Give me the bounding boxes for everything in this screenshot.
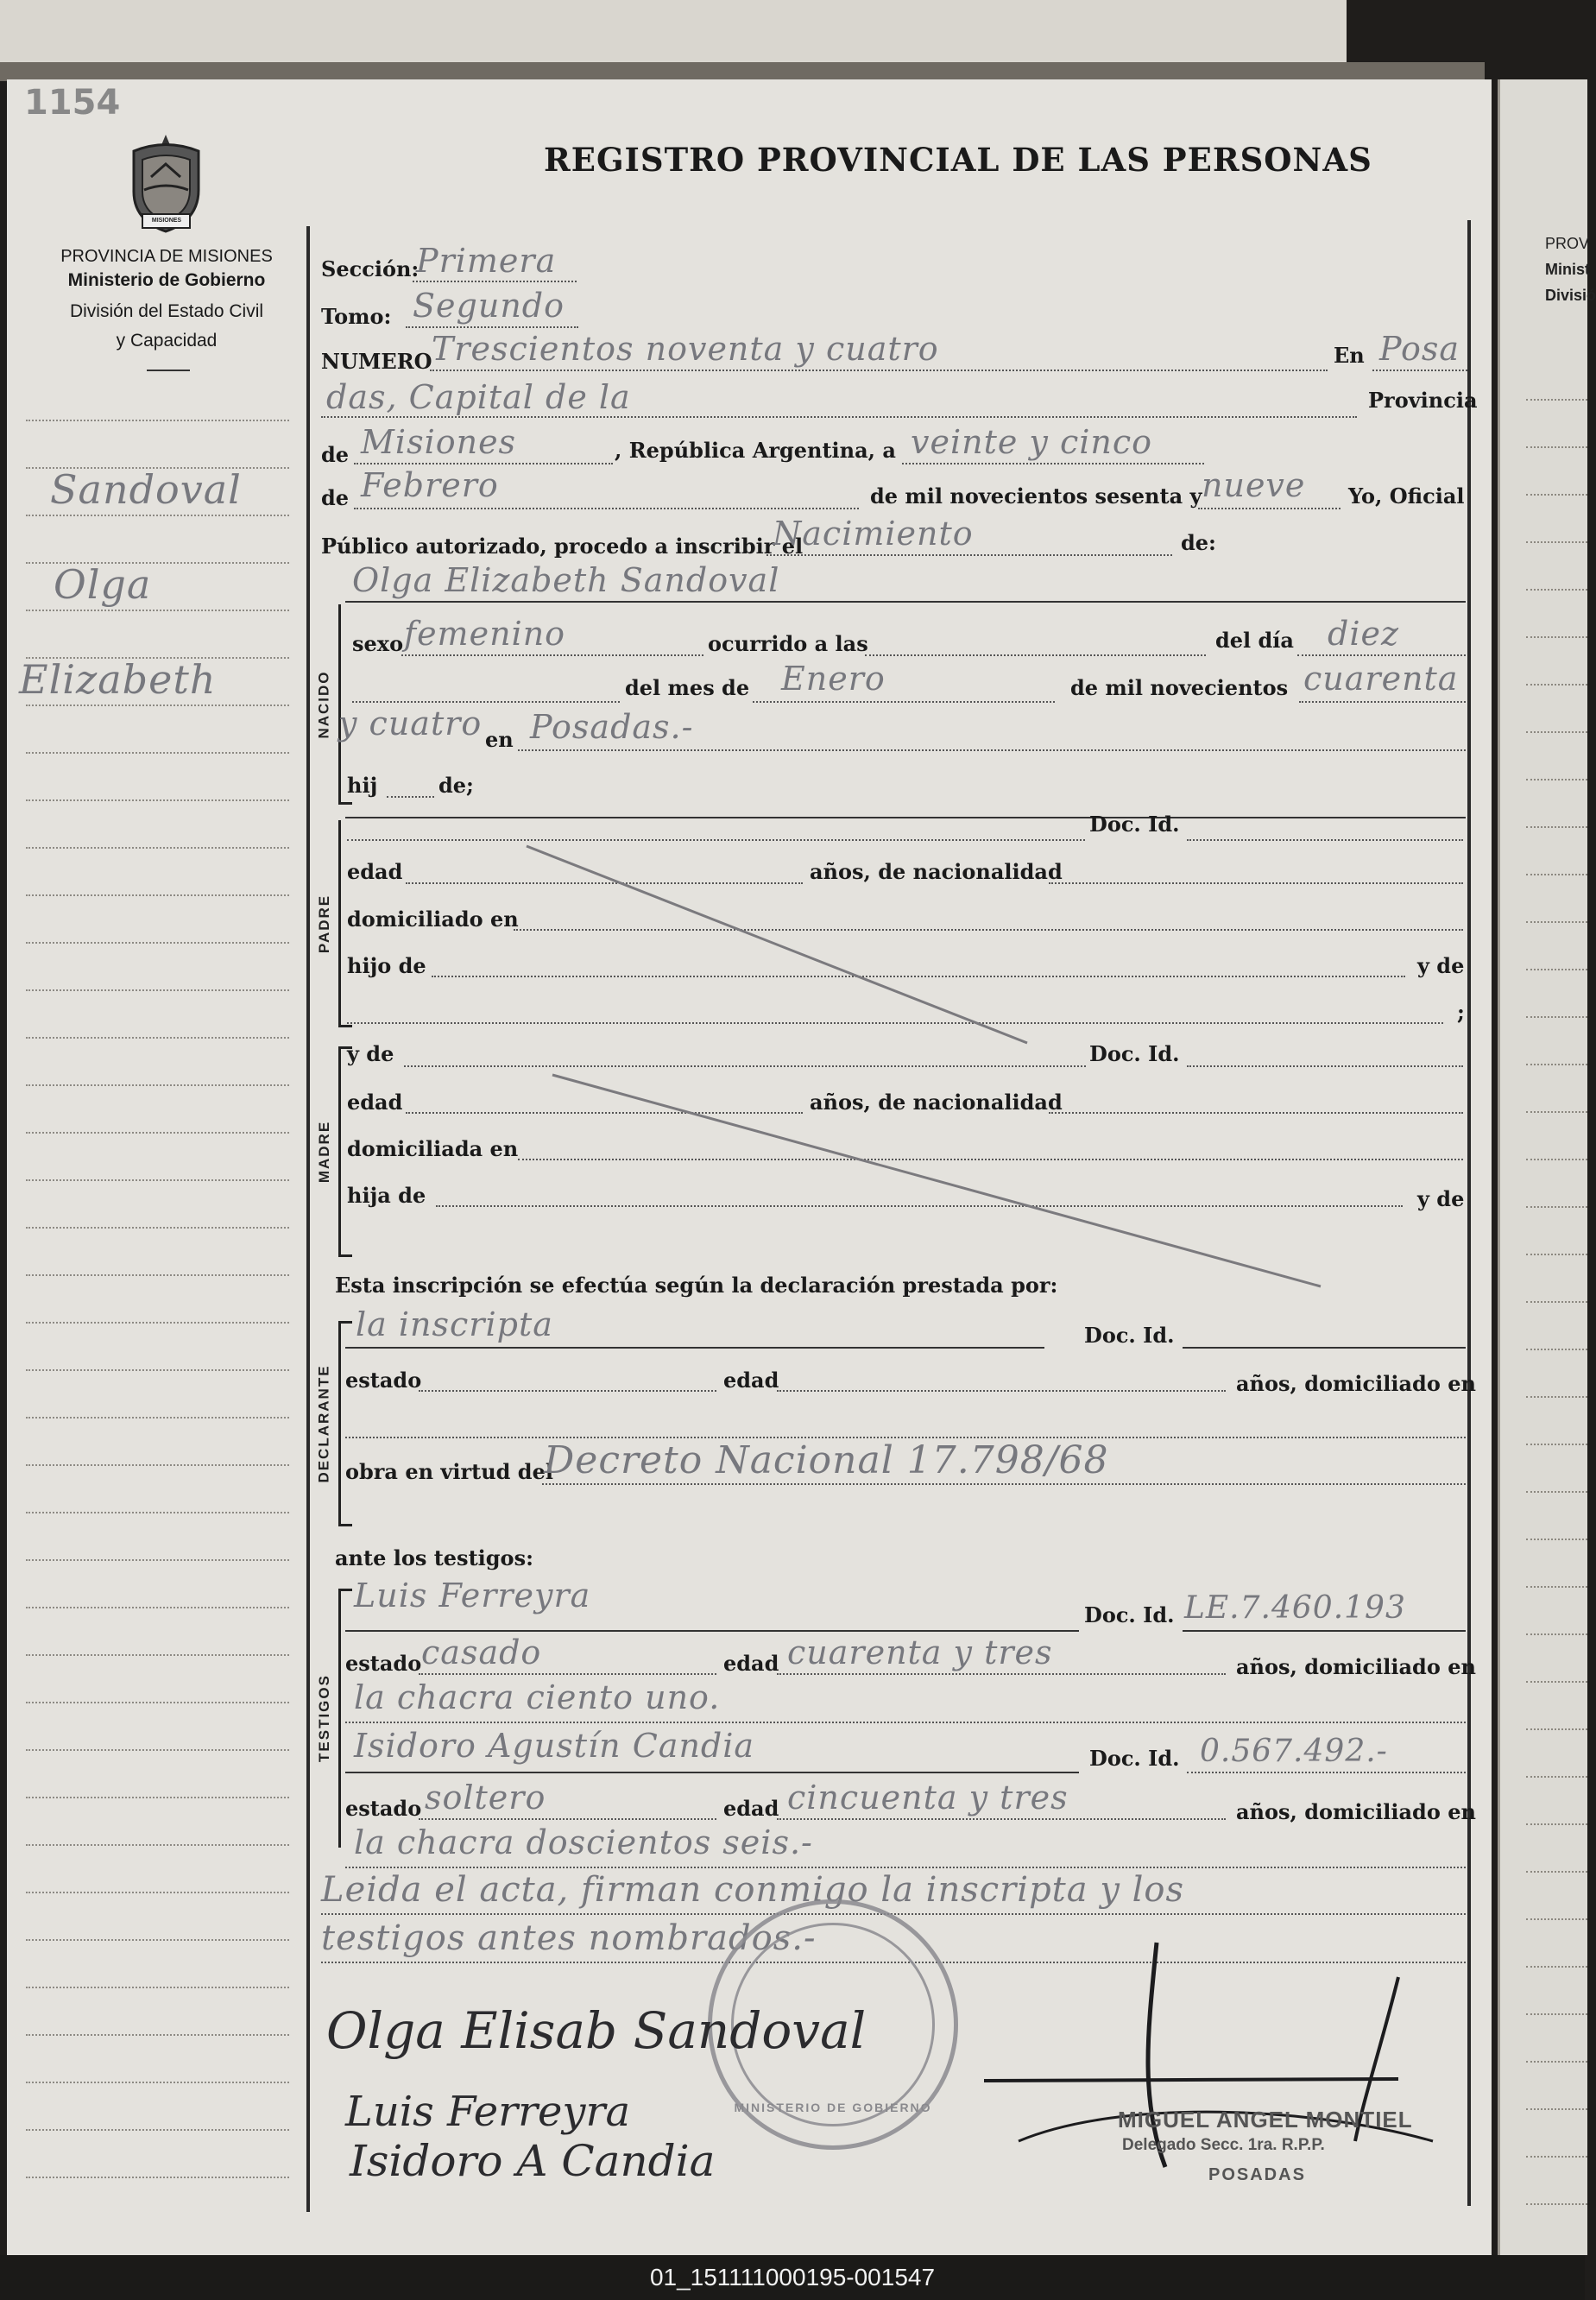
line-testigo2-doc — [1187, 1772, 1466, 1773]
label-madre-y-de: y de — [347, 1041, 394, 1066]
value-dia: veinte y cinco — [911, 423, 1153, 461]
label-padre-edad: edad — [347, 859, 403, 884]
value-decreto: Decreto Nacional 17.798/68 — [544, 1438, 1109, 1482]
line-decreto — [542, 1483, 1466, 1485]
signature-olga: Olga Elisab Sandoval — [326, 2001, 867, 2060]
closing-line-2: testigos antes nombrados.- — [321, 1918, 817, 1958]
bracket-testigos — [338, 1589, 341, 1848]
line-testigo2-estado — [419, 1818, 716, 1820]
label-madre-doc: Doc. Id. — [1089, 1041, 1180, 1066]
line-testigo1-doc — [1183, 1630, 1466, 1632]
signature-isidoro: Isidoro A Candia — [350, 2136, 716, 2186]
value-testigo1-nombre: Luis Ferreyra — [354, 1577, 591, 1614]
label-padre-y-de: y de — [1417, 953, 1465, 978]
label-declarante-anos: años, domiciliado en — [1236, 1371, 1476, 1396]
label-madre-hija-de: hija de — [347, 1183, 426, 1208]
label-testigo1-estado: estado — [345, 1651, 422, 1676]
label-padre-doc: Doc. Id. — [1089, 812, 1180, 837]
line-declarante-doc — [1183, 1347, 1466, 1349]
label-publico: Público autorizado, procedo a inscribir el — [321, 534, 804, 559]
label-en: En — [1334, 343, 1365, 368]
value-acto: Nacimiento — [773, 515, 974, 553]
label-mil-novecientos: de mil novecientos — [1070, 675, 1289, 700]
label-sexo: sexo — [352, 631, 404, 656]
value-provincia: Misiones — [361, 423, 517, 461]
label-yo-oficial: Yo, Oficial — [1348, 483, 1465, 509]
label-en-lugar: en — [485, 727, 514, 752]
label-testigo2-anos: años, domiciliado en — [1236, 1799, 1476, 1824]
side-label-padre: PADRE — [316, 894, 332, 954]
label-ante-testigos: ante los testigos: — [335, 1545, 533, 1570]
side-label-nacido: NACIDO — [316, 670, 332, 739]
label-tomo: Tomo: — [321, 304, 392, 329]
line-declarante — [345, 1347, 1044, 1349]
side-label-madre: MADRE — [316, 1120, 332, 1184]
value-sexo: femenino — [404, 615, 566, 653]
label-madre-edad: edad — [347, 1090, 403, 1115]
margin-note-middle-name: Elizabeth — [19, 656, 217, 703]
value-numero: Trescientos noventa y cuatro — [432, 330, 939, 368]
label-testigo2-edad: edad — [723, 1796, 779, 1821]
label-declarante-edad: edad — [723, 1368, 779, 1393]
round-stamp-text: MINISTERIO DE GOBIERNO — [734, 2101, 932, 2114]
value-testigo1-estado: casado — [421, 1633, 542, 1671]
value-lugar-2: das, Capital de la — [326, 378, 631, 416]
page-title: REGISTRO PROVINCIAL DE LAS PERSONAS — [544, 141, 1372, 179]
value-testigo1-domicilio: la chacra ciento uno. — [354, 1678, 721, 1716]
adjacent-page-line2: Minist — [1545, 261, 1590, 278]
label-del-mes: del mes de — [625, 675, 750, 700]
value-seccion: Primera — [416, 242, 557, 280]
official-title-stamp: Delegado Secc. 1ra. R.P.P. — [1122, 2136, 1325, 2154]
label-testigo2-doc: Doc. Id. — [1089, 1746, 1180, 1771]
org-division: División del Estado Civil — [69, 301, 264, 321]
scan-id-footer: 01_151111000195-001547 — [0, 2255, 1585, 2300]
value-mes: Febrero — [361, 466, 499, 504]
value-lugar-nac: Posadas.- — [530, 708, 694, 746]
label-padre-domicilio: domiciliado en — [347, 907, 519, 932]
label-declarante-doc: Doc. Id. — [1084, 1323, 1175, 1348]
official-place-stamp: POSADAS — [1208, 2165, 1306, 2184]
signature-luis: Luis Ferreyra — [345, 2088, 631, 2136]
bracket-declarante-start — [338, 1321, 352, 1324]
label-declarante-estado: estado — [345, 1368, 422, 1393]
label-republica: , República Argentina, a — [615, 438, 896, 463]
margin-note-surname: Sandoval — [50, 466, 242, 513]
label-testigo1-anos: años, domiciliado en — [1236, 1654, 1476, 1679]
label-padre-hijo-de: hijo de — [347, 953, 426, 978]
org-capacity: y Capacidad — [116, 331, 218, 351]
line-testigo2-edad — [777, 1818, 1226, 1820]
label-padre-nacionalidad: años, de nacionalidad — [810, 859, 1063, 884]
line-testigo1-estado — [419, 1673, 716, 1675]
org-province: PROVINCIA DE MISIONES — [60, 247, 273, 266]
line-testigo2-domicilio — [345, 1867, 1466, 1868]
side-label-testigos: TESTIGOS — [316, 1674, 332, 1762]
adjacent-page-line3: Divisió — [1545, 287, 1596, 304]
label-hij-de: de; — [438, 773, 474, 798]
label-obra: obra en virtud del — [345, 1459, 553, 1484]
value-testigo2-edad: cincuenta y tres — [787, 1779, 1069, 1817]
value-anio: nueve — [1202, 466, 1306, 504]
label-ocurrido: ocurrido a las — [708, 631, 868, 656]
value-declarante: la inscripta — [356, 1305, 553, 1343]
bracket-declarante-end — [338, 1524, 352, 1526]
seal-text: MISIONES — [151, 218, 182, 224]
official-name-stamp: MIGUEL ANGEL MONTIEL — [1118, 2107, 1413, 2133]
line-declarante-estado — [419, 1390, 716, 1392]
value-nombre: Olga Elizabeth Sandoval — [352, 561, 780, 599]
bracket-declarante — [338, 1321, 341, 1526]
page-number: 1154 — [24, 83, 121, 123]
value-testigo2-domicilio: la chacra doscientos seis.- — [354, 1823, 813, 1861]
closing-line-1: Leida el acta, firman conmigo la inscripta y los — [321, 1870, 1185, 1910]
label-de-colon: de: — [1181, 530, 1216, 555]
value-testigo2-estado: soltero — [425, 1779, 546, 1817]
value-testigo1-edad: cuarenta y tres — [787, 1633, 1053, 1671]
value-anio-nac-1: cuarenta — [1303, 660, 1459, 698]
line-testigo1-domicilio — [345, 1722, 1466, 1723]
org-ministry: Ministerio de Gobierno — [67, 270, 266, 290]
label-madre-nacionalidad: años, de nacionalidad — [810, 1090, 1063, 1115]
label-de-mes: de — [321, 485, 350, 510]
side-label-declarante: DECLARANTE — [316, 1364, 333, 1483]
label-mil-sesenta: de mil novecientos sesenta y — [870, 483, 1202, 509]
line-testigo1-edad — [777, 1673, 1226, 1675]
line-testigo2-nombre — [345, 1772, 1079, 1773]
value-lugar-1: Posa — [1379, 330, 1460, 368]
label-inscripcion: Esta inscripción se efectúa según la declaración prestada por: — [335, 1273, 1058, 1298]
value-tomo: Segundo — [413, 287, 565, 325]
label-madre-domicilio: domiciliada en — [347, 1136, 519, 1161]
label-seccion: Sección: — [321, 256, 420, 281]
margin-note-first-name: Olga — [54, 561, 152, 608]
value-testigo2-doc: 0.567.492.- — [1200, 1734, 1388, 1769]
label-del-dia: del día — [1215, 628, 1294, 653]
line-declarante-edad — [777, 1390, 1226, 1392]
value-testigo2-nombre: Isidoro Agustín Candia — [354, 1727, 755, 1765]
value-del-dia: diez — [1328, 615, 1399, 653]
label-hij: hij — [347, 773, 378, 798]
value-anio-nac-2: y cuatro — [338, 705, 483, 742]
label-testigo1-edad: edad — [723, 1651, 779, 1676]
bracket-testigos-start — [338, 1589, 352, 1591]
value-testigo1-doc: LE.7.460.193 — [1184, 1590, 1406, 1626]
adjacent-page-line1: PROV — [1545, 235, 1590, 252]
line-testigo1-nombre — [345, 1630, 1079, 1632]
label-provincia: Provincia — [1368, 388, 1478, 413]
label-testigo1-doc: Doc. Id. — [1084, 1602, 1175, 1627]
value-mes-nac: Enero — [781, 660, 886, 698]
label-numero: NUMERO — [321, 349, 432, 374]
label-padre-semicolon: ; — [1457, 1000, 1465, 1025]
label-testigo2-estado: estado — [345, 1796, 422, 1821]
label-de-provincia: de — [321, 442, 350, 467]
label-madre-y-de-2: y de — [1417, 1186, 1465, 1211]
